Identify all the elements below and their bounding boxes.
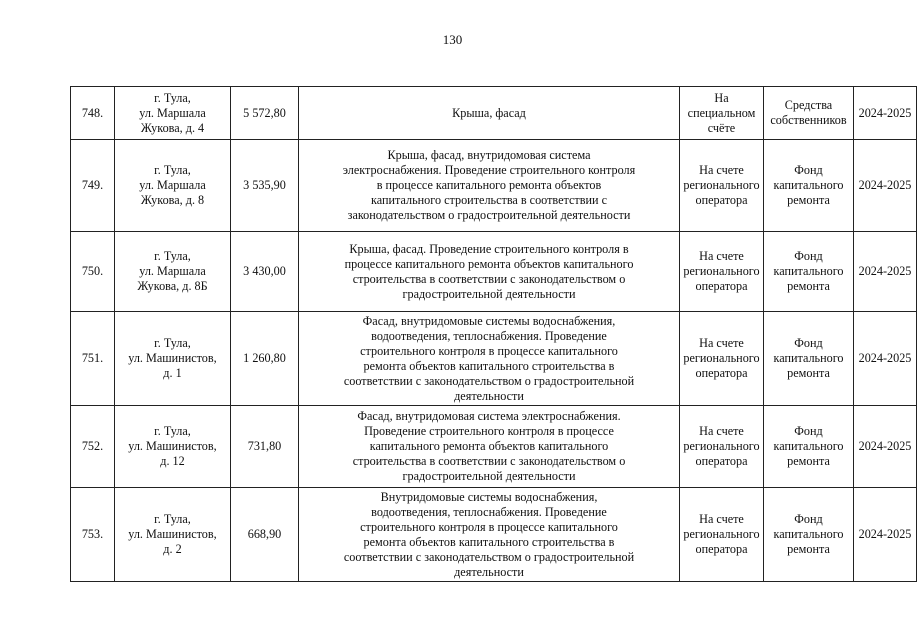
row-number-cell: 748. xyxy=(71,87,115,140)
works-line: капитального ремонта объектов капитального xyxy=(369,439,609,453)
works-cell xyxy=(299,87,680,140)
address-line: г. Тула, xyxy=(154,249,191,263)
works-cell xyxy=(299,140,680,232)
table-row xyxy=(71,140,917,232)
account-cell xyxy=(680,312,764,406)
funding-source-line: Средства xyxy=(784,98,833,112)
works-line: законодательством о градостроительной деятельности xyxy=(347,208,631,222)
address-line: г. Тула, xyxy=(154,163,191,177)
period-cell: 2024-2025 xyxy=(854,140,917,232)
funding-source-line: Фонд xyxy=(794,163,823,177)
address-cell xyxy=(115,232,231,312)
works-line: соответствии с законодательством о градостроительной xyxy=(343,549,635,564)
funding-source-line: капитального xyxy=(773,439,844,453)
works-cell xyxy=(299,406,680,488)
account-cell xyxy=(680,406,764,488)
account-line: счёте xyxy=(707,120,736,135)
account-line: На xyxy=(714,90,729,105)
funding-source-cell xyxy=(764,140,854,232)
funding-source-line: Фонд xyxy=(794,336,823,350)
period-cell: 2024-2025 xyxy=(854,87,917,140)
account-line: оператора xyxy=(695,279,748,293)
funding-source-cell xyxy=(764,406,854,488)
works-line: строительного контроля в процессе капитального xyxy=(360,519,618,534)
account-line: На счете xyxy=(699,512,744,526)
works-line: процессе капитального ремонта объектов капитального xyxy=(344,256,634,271)
funding-source-line: ремонта xyxy=(787,542,830,556)
address-line: г. Тула, xyxy=(154,424,191,438)
account-line: оператора xyxy=(695,366,748,380)
row-number-cell: 751. xyxy=(71,312,115,406)
page-number: 130 xyxy=(442,32,463,47)
address-line: Жукова, д. 8Б xyxy=(137,279,208,293)
funding-source-line: ремонта xyxy=(787,279,830,293)
address-line: г. Тула, xyxy=(154,512,191,526)
address-line: Жукова, д. 4 xyxy=(140,120,205,135)
area-cell: 668,90 xyxy=(231,488,299,582)
area-cell: 3 430,00 xyxy=(231,232,299,312)
account-cell xyxy=(680,140,764,232)
row-number-cell: 752. xyxy=(71,406,115,488)
address-cell xyxy=(115,406,231,488)
table-row xyxy=(71,87,917,140)
works-cell xyxy=(299,312,680,406)
funding-source-line: Фонд xyxy=(794,249,823,263)
works-line: Крыша, фасад, внутридомовая система xyxy=(387,148,591,162)
funding-source-line: Фонд xyxy=(794,424,823,438)
address-line: ул. Машинистов, xyxy=(128,527,217,541)
works-line: Крыша, фасад xyxy=(452,105,526,120)
address-line: г. Тула, xyxy=(154,336,191,350)
funding-source-line: капитального xyxy=(773,264,844,278)
funding-source-cell xyxy=(764,312,854,406)
address-line: г. Тула, xyxy=(154,90,191,105)
funding-source-line: собственников xyxy=(770,113,847,127)
works-line: строительства в соответствии с законодательством о xyxy=(352,454,626,468)
works-line: капитального строительства в соответствии с xyxy=(371,193,607,207)
funding-source-line: ремонта xyxy=(787,454,830,468)
period-cell: 2024-2025 xyxy=(854,232,917,312)
works-line: Крыша, фасад. Проведение строительного контроля в xyxy=(349,241,629,256)
funding-source-cell xyxy=(764,87,854,140)
works-line: в процессе капитального ремонта объектов xyxy=(376,178,602,192)
account-line: оператора xyxy=(695,454,748,468)
account-line: На счете xyxy=(699,424,744,438)
area-cell: 3 535,90 xyxy=(231,140,299,232)
funding-source-cell xyxy=(764,232,854,312)
works-line: деятельности xyxy=(454,388,524,403)
row-number-cell: 749. xyxy=(71,140,115,232)
account-cell xyxy=(680,488,764,582)
account-cell xyxy=(680,232,764,312)
account-line: регионального xyxy=(683,439,760,453)
address-cell xyxy=(115,488,231,582)
works-line: градостроительной деятельности xyxy=(402,469,576,483)
area-cell: 731,80 xyxy=(231,406,299,488)
repair-schedule-table xyxy=(70,86,917,582)
account-line: регионального xyxy=(683,527,760,541)
works-line: Внутридомовые системы водоснабжения, xyxy=(380,489,598,504)
funding-source-line: ремонта xyxy=(787,193,830,207)
works-line: градостроительной деятельности xyxy=(402,286,576,301)
works-line: Фасад, внутридомовая система электроснабжения. xyxy=(357,409,621,423)
works-line: водоотведения, теплоснабжения. Проведение xyxy=(371,328,607,343)
funding-source-line: капитального xyxy=(773,351,844,365)
works-line: ремонта объектов капитального строительства в xyxy=(363,358,615,373)
address-line: д. 12 xyxy=(160,454,185,468)
period-cell: 2024-2025 xyxy=(854,406,917,488)
table-row xyxy=(71,488,917,582)
funding-source-line: капитального xyxy=(773,527,844,541)
address-line: ул. Маршала xyxy=(139,264,206,278)
row-number-cell: 753. xyxy=(71,488,115,582)
works-cell xyxy=(299,488,680,582)
works-line: электроснабжения. Проведение строительного контроля xyxy=(342,163,636,177)
account-line: специальном xyxy=(687,105,756,120)
address-cell xyxy=(115,140,231,232)
table-row xyxy=(71,312,917,406)
works-line: Фасад, внутридомовые системы водоснабжения, xyxy=(362,313,616,328)
account-line: На счете xyxy=(699,163,744,177)
row-number-cell: 750. xyxy=(71,232,115,312)
account-line: регионального xyxy=(683,264,760,278)
works-cell xyxy=(299,232,680,312)
works-line: водоотведения, теплоснабжения. Проведение xyxy=(371,504,607,519)
address-cell xyxy=(115,312,231,406)
works-line: ремонта объектов капитального строительства в xyxy=(363,534,615,549)
works-line: строительного контроля в процессе капитального xyxy=(360,343,618,358)
works-line: Проведение строительного контроля в процессе xyxy=(364,424,614,438)
address-line: д. 1 xyxy=(163,366,182,380)
area-cell: 5 572,80 xyxy=(231,87,299,140)
address-line: ул. Машинистов, xyxy=(128,351,217,365)
period-cell: 2024-2025 xyxy=(854,488,917,582)
table-row xyxy=(71,406,917,488)
works-line: деятельности xyxy=(454,564,524,579)
account-line: регионального xyxy=(683,178,760,192)
funding-source-cell xyxy=(764,488,854,582)
address-line: д. 2 xyxy=(163,542,182,556)
account-line: На счете xyxy=(699,336,744,350)
funding-source-line: Фонд xyxy=(794,512,823,526)
period-cell: 2024-2025 xyxy=(854,312,917,406)
area-cell: 1 260,80 xyxy=(231,312,299,406)
account-line: оператора xyxy=(695,542,748,556)
address-line: ул. Машинистов, xyxy=(128,439,217,453)
account-line: На счете xyxy=(699,249,744,263)
table-row xyxy=(71,232,917,312)
address-cell xyxy=(115,87,231,140)
address-line: ул. Маршала xyxy=(139,105,206,120)
address-line: ул. Маршала xyxy=(139,178,206,192)
account-line: регионального xyxy=(683,351,760,365)
works-line: соответствии с законодательством о градостроительной xyxy=(343,373,635,388)
address-line: Жукова, д. 8 xyxy=(140,193,205,207)
account-line: оператора xyxy=(695,193,748,207)
funding-source-line: ремонта xyxy=(787,366,830,380)
works-line: строительства в соответствии с законодательством о xyxy=(352,271,626,286)
funding-source-line: капитального xyxy=(773,178,844,192)
account-cell xyxy=(680,87,764,140)
